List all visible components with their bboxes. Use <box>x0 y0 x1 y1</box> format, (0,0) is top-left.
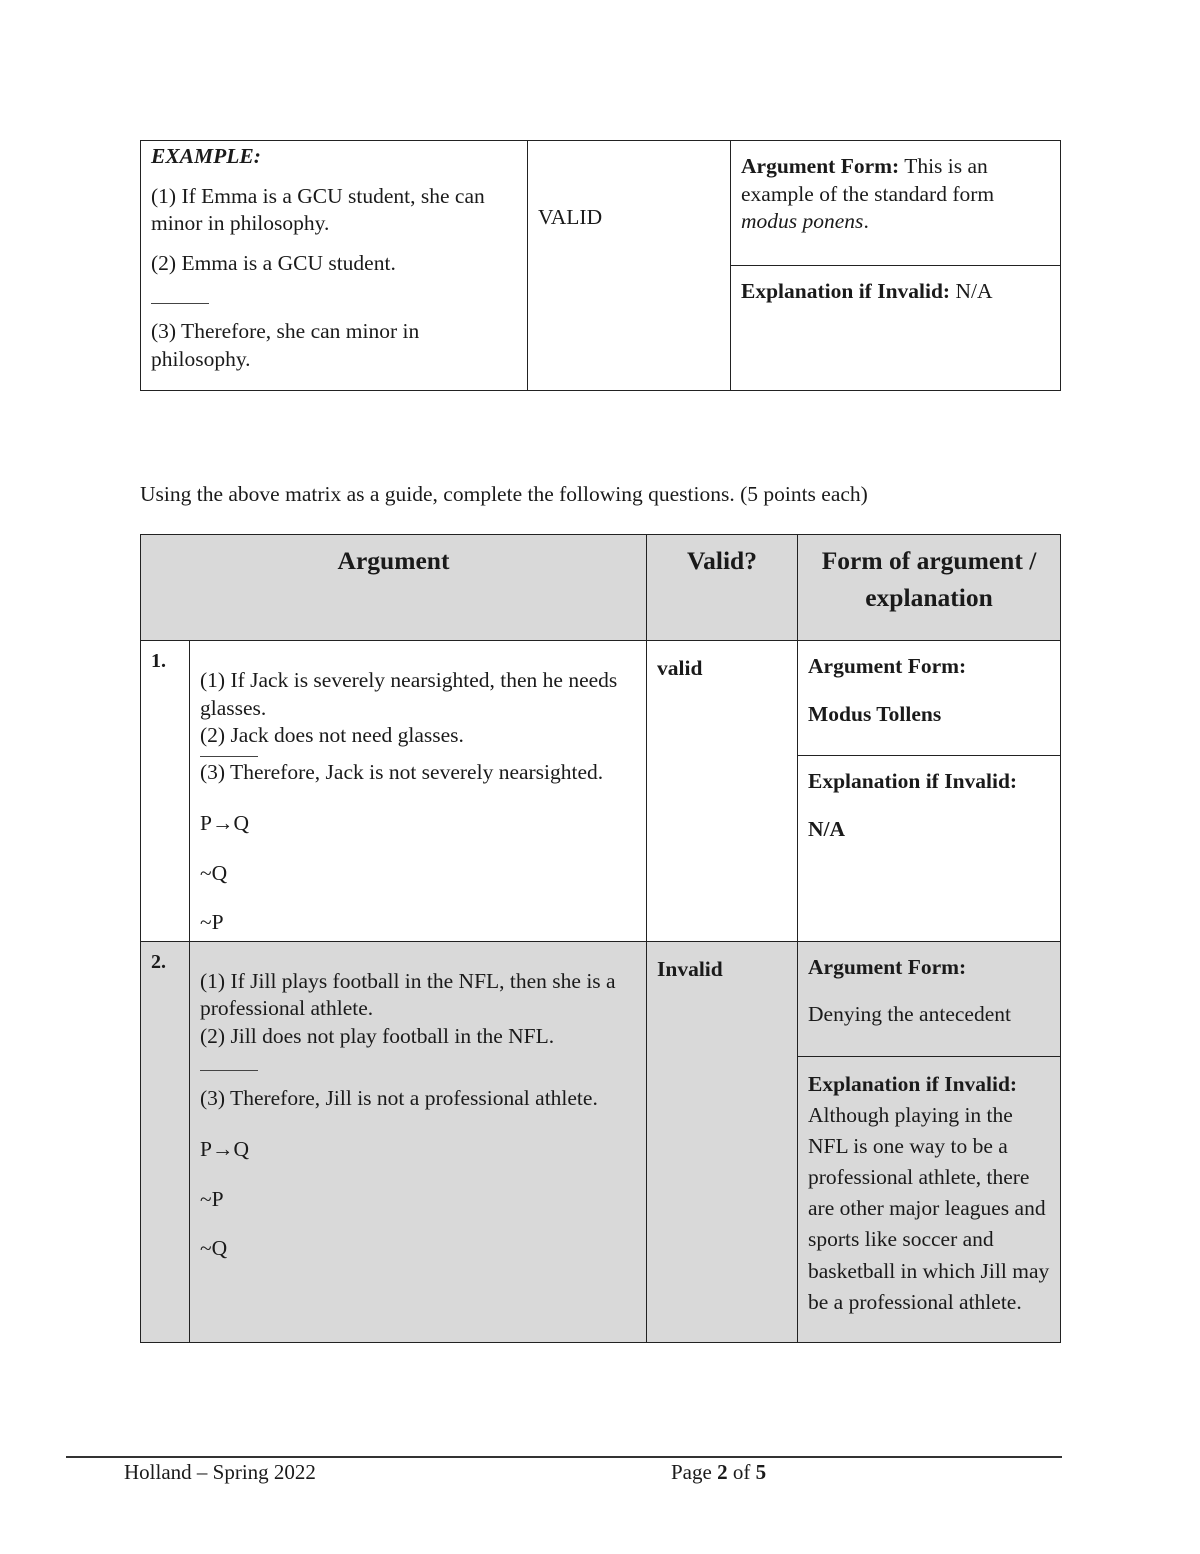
form-label: Argument Form: <box>808 954 967 979</box>
explanation-label: Explanation if Invalid: <box>808 769 1018 793</box>
header-argument: Argument <box>141 535 647 641</box>
premise-1: (1) If Jack is severely nearsighted, then he needs glasses. <box>200 668 618 720</box>
example-form-name: modus ponens <box>741 209 864 234</box>
question-row <box>141 941 1061 1056</box>
example-conclusion: (3) Therefore, she can minor in philosophy. <box>151 319 420 371</box>
question-row <box>141 641 1061 756</box>
example-form-label: Argument Form: <box>741 154 900 178</box>
example-form-text: This is an example of the standard form <box>741 154 995 206</box>
symbol-line: ~Q <box>200 1236 228 1261</box>
question-argument <box>190 641 647 942</box>
argument-separator <box>200 1070 258 1071</box>
question-valid: Invalid <box>647 941 798 1342</box>
page-total: 5 <box>755 1460 767 1484</box>
page-prefix: Page <box>671 1460 718 1484</box>
explanation-cell <box>798 1056 1061 1342</box>
example-form-cell <box>731 141 1061 266</box>
page-mid: of <box>727 1460 756 1484</box>
symbol-line: P→Q <box>200 811 249 836</box>
premise-1: (1) If Jill plays football in the NFL, then she is a professional athlete. <box>200 968 616 1021</box>
example-form-period: . <box>863 209 869 234</box>
header-form: Form of argument / explanation <box>798 535 1061 641</box>
page-current: 2 <box>717 1460 728 1484</box>
question-number: 2. <box>141 941 190 1342</box>
question-table <box>140 534 1061 1343</box>
example-explanation-cell <box>731 266 1061 391</box>
explanation-value: Although playing in the NFL is one way to be a professional athlete, there are other major leagues and sports like soccer and basketball in which Jill may be a professional athlete. <box>808 1102 1050 1314</box>
form-cell <box>798 941 1061 1056</box>
header-valid: Valid? <box>647 535 798 641</box>
explanation-value: N/A <box>808 816 846 841</box>
example-separator <box>151 303 209 304</box>
example-premise-1: (1) If Emma is a GCU student, she can minor in philosophy. <box>151 183 485 236</box>
symbol-line: ~Q <box>200 860 228 885</box>
footer-author-term: Holland – Spring 2022 <box>124 1460 316 1484</box>
question-valid: valid <box>647 641 798 942</box>
conclusion: (3) Therefore, Jack is not severely nearsighted. <box>200 759 604 784</box>
question-number: 1. <box>141 641 190 942</box>
symbol-line: ~P <box>200 1186 224 1211</box>
argument-separator <box>200 756 258 757</box>
example-explanation-label: Explanation if Invalid: <box>741 279 951 303</box>
form-cell <box>798 641 1061 756</box>
footer-rule <box>66 1456 1062 1458</box>
explanation-cell <box>798 756 1061 942</box>
question-argument <box>190 941 647 1342</box>
premise-2: (2) Jill does not play football in the NFL. <box>200 1023 555 1048</box>
example-validity: VALID <box>528 141 731 391</box>
page-number <box>671 1460 766 1485</box>
header-row <box>141 535 1061 641</box>
instructions: Using the above matrix as a guide, complete the following questions. (5 points each) <box>140 482 868 506</box>
form-value: Modus Tollens <box>808 701 942 726</box>
premise-2: (2) Jack does not need glasses. <box>200 723 464 748</box>
conclusion: (3) Therefore, Jill is not a professional athlete. <box>200 1086 598 1111</box>
example-table <box>140 140 1061 391</box>
example-premise-2: (2) Emma is a GCU student. <box>151 250 396 275</box>
symbol-line: ~P <box>200 910 224 935</box>
form-label: Argument Form: <box>808 654 967 678</box>
form-value: Denying the antecedent <box>808 1002 1011 1027</box>
explanation-label: Explanation if Invalid: <box>808 1071 1018 1096</box>
example-explanation-text: N/A <box>950 279 993 303</box>
example-argument-cell <box>141 141 528 391</box>
symbol-line: P→Q <box>200 1137 249 1162</box>
example-heading: EXAMPLE: <box>151 144 261 168</box>
